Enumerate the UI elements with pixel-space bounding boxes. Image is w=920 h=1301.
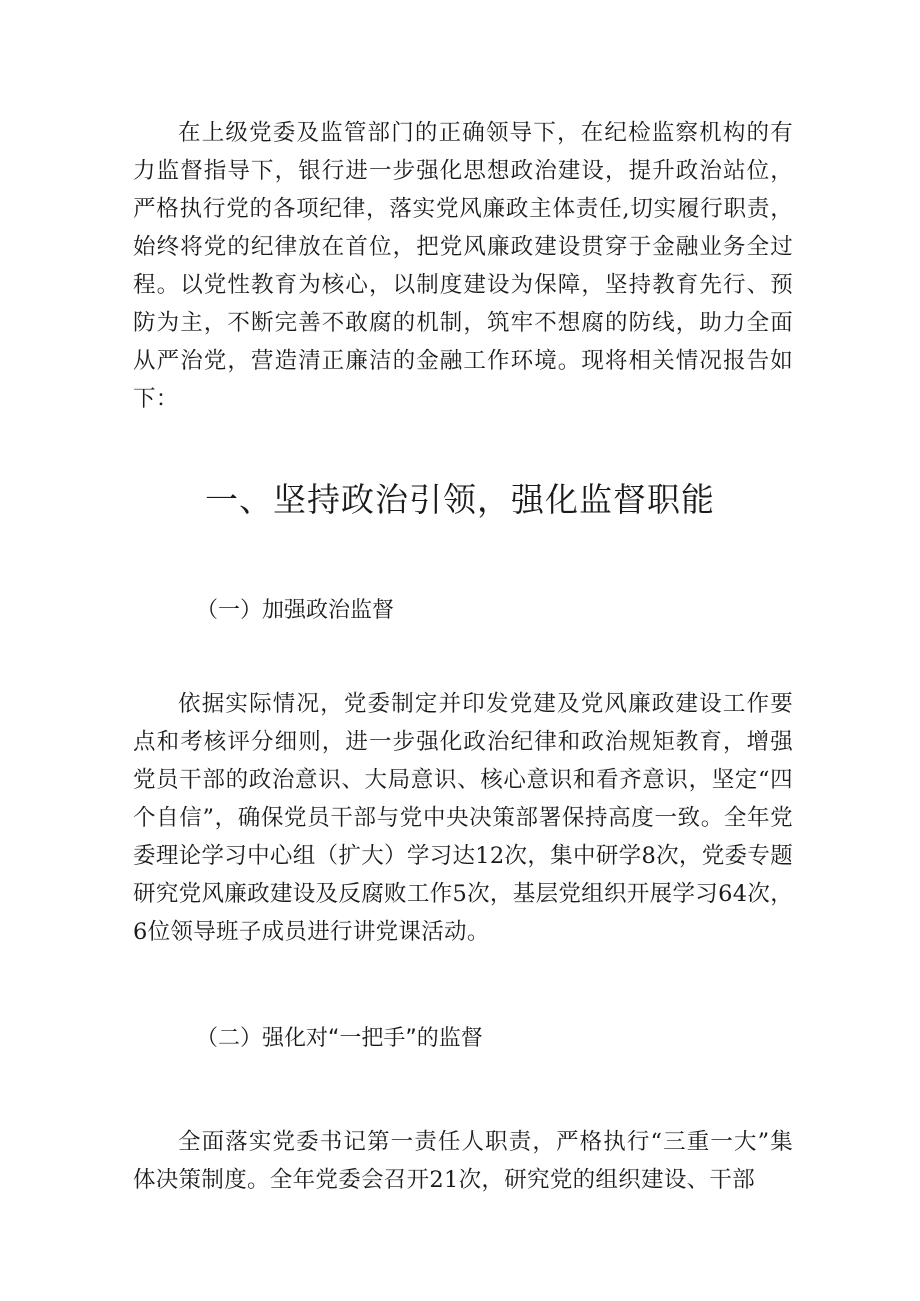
section-heading: 一、坚持政治引领，强化监督职能: [205, 480, 715, 519]
subsection-heading: （一）加强政治监督: [196, 598, 395, 623]
body-paragraph: 全面落实党委书记第一责任人职责，严格执行“三重一大”集体决策制度。全年党委会召开21次，研究党的组织建设、干部: [133, 1129, 793, 1193]
intro-paragraph: 在上级党委及监管部门的正确领导下，在纪检监察机构的有力监督指导下，银行进一步强化思想政治建设，提升政治站位，严格执行党的各项纪律，落实党风廉政主体责任,切实履行职责，始终将党的纪律放在首位，把党风廉政建设贯穿于金融业务全过程。以党性教育为核心，以制度建设为保障，坚持教育先行、预防为主，不断完善不敢腐的机制，筑牢不想腐的防线，助力全面从严治党，营造清正廉洁的金融工作环境。现将相关情况报告如下：: [133, 120, 793, 412]
body-paragraph: 依据实际情况，党委制定并印发党建及党风廉政建设工作要点和考核评分细则，进一步强化政治纪律和政治规矩教育，增强党员干部的政治意识、大局意识、核心意识和看齐意识，坚定“四个自信”，确保党员干部与党中央决策部署保持高度一致。全年党委理论学习中心组（扩大）学习达12次，集中研学8次，党委专题研究党风廉政建设及反腐败工作5次，基层党组织开展学习64次，6位领导班子成员进行讲党课活动。: [133, 691, 793, 945]
subsection-heading: （二）强化对“一把手”的监督: [196, 1026, 483, 1051]
